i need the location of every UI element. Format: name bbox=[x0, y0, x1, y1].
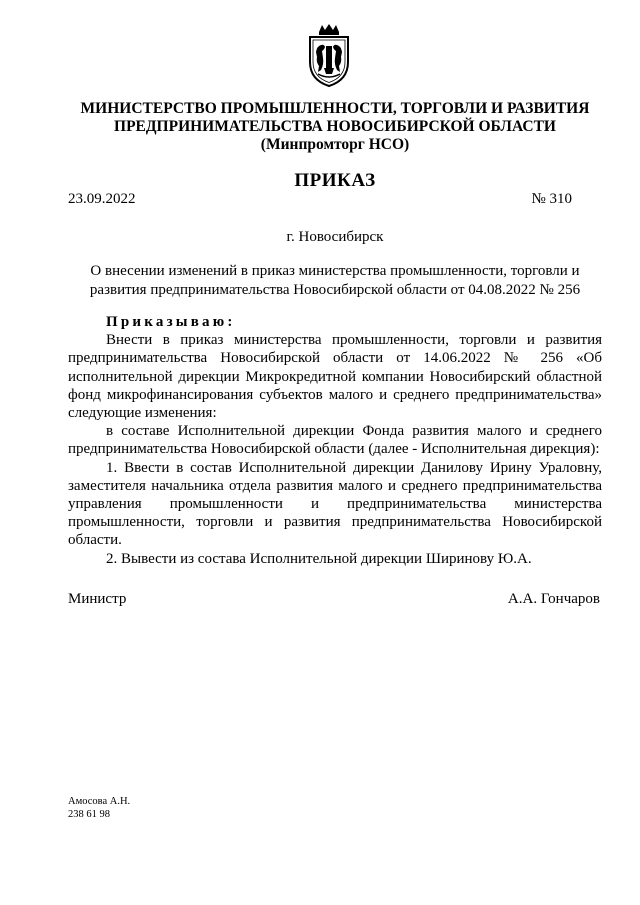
body-paragraph-3: 1. Ввести в состав Исполнительной дирекции Данилову Ирину Ураловну, заместителя начальника отдела развития малого и среднего предпринимательства управления промышленности и предпринимательства министерства промышленности, торговли и развития предпринимательства Новосибирской области. bbox=[68, 459, 602, 549]
signature-name: А.А. Гончаров bbox=[507, 591, 600, 607]
ministry-short-name: (Минпромторг НСО) bbox=[260, 136, 410, 153]
prikazyvayu-heading: Приказываю: bbox=[106, 314, 236, 330]
signature-position: Министр bbox=[68, 591, 127, 607]
ministry-header bbox=[40, 100, 630, 154]
order-body bbox=[68, 313, 602, 568]
body-paragraph-4: 2. Вывести из состава Исполнительной дирекции Ширинову Ю.А. bbox=[106, 550, 532, 567]
order-title: ПРИКАЗ bbox=[294, 170, 376, 191]
order-number: № 310 bbox=[531, 191, 572, 207]
ministry-name-line1: МИНИСТЕРСТВО ПРОМЫШЛЕННОСТИ, ТОРГОВЛИ И РАЗВИТИЯ bbox=[80, 100, 590, 117]
executor-info bbox=[68, 795, 130, 821]
order-subject: О внесении изменений в приказ министерства промышленности, торговли и развития предпринимательства Новосибирской области от 04.08.2022 № 256 bbox=[89, 263, 581, 298]
body-paragraph-2: в составе Исполнительной дирекции Фонда развития малого и среднего предпринимательства Новосибирской области (далее - Исполнительная дирекция): bbox=[68, 423, 602, 458]
executor-phone: 238 61 98 bbox=[68, 809, 110, 820]
ministry-name-line2: ПРЕДПРИНИМАТЕЛЬСТВА НОВОСИБИРСКОЙ ОБЛАСТИ bbox=[114, 118, 556, 135]
order-city: г. Новосибирск bbox=[286, 229, 384, 245]
order-date: 23.09.2022 bbox=[68, 191, 136, 207]
executor-name: Амосова А.Н. bbox=[68, 796, 131, 807]
coat-of-arms-icon bbox=[302, 22, 356, 88]
body-paragraph-1: Внести в приказ министерства промышленности, торговли и развития предпринимательства Новосибирской области от 14.06.2022 № 256 «Об исполнительной дирекции Микрокредитной компании Новосибирский областной фонд микрофинансирования субъектов малого и среднего предпринимательства» следующие изменения: bbox=[68, 332, 602, 422]
